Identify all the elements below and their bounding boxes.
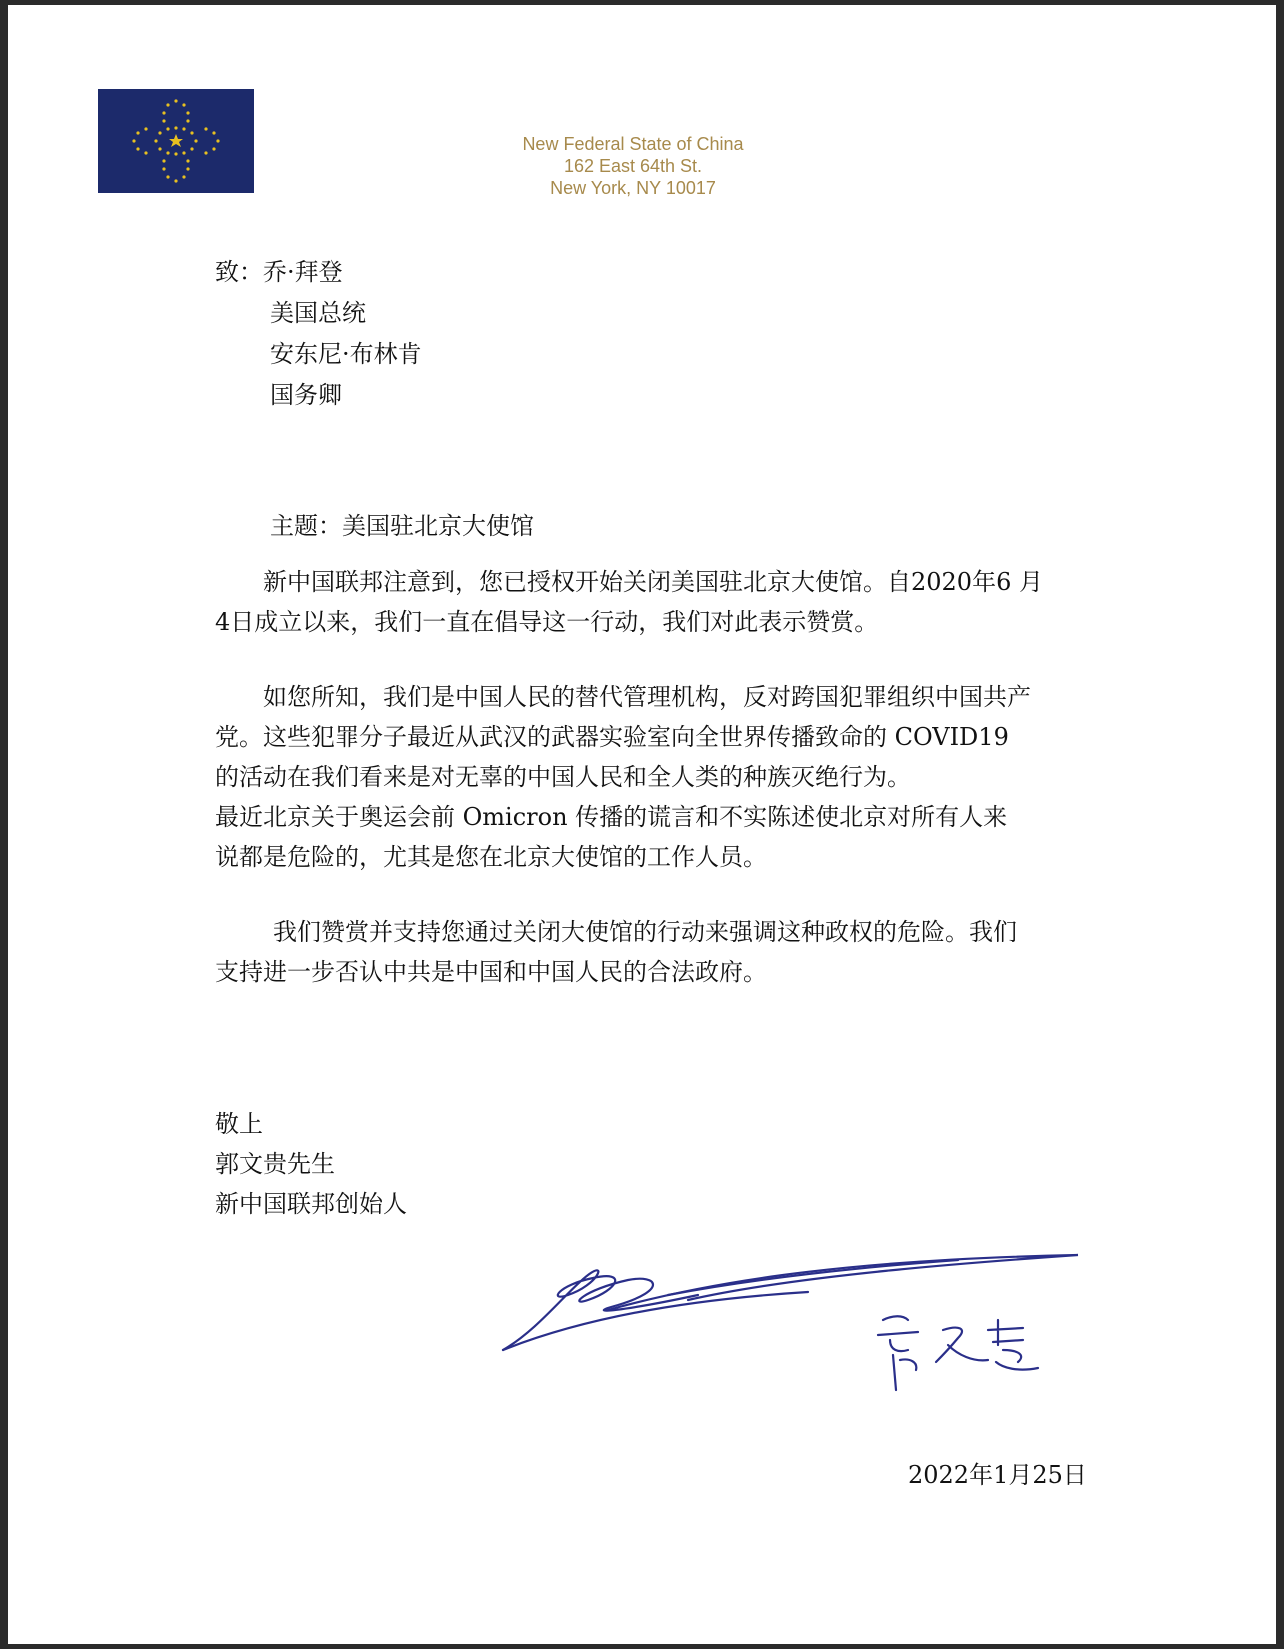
paragraph-line: 如您所知，我们是中国人民的替代管理机构，反对跨国犯罪组织中国共产 (263, 683, 1031, 711)
paragraph-line: 支持进一步否认中共是中国和中国人民的合法政府。 (215, 958, 767, 986)
body-paragraph-2 (215, 677, 1100, 877)
closing-block (215, 1104, 407, 1224)
paragraph-line: 党。这些犯罪分子最近从武汉的武器实验室向全世界传播致命的 COVID19 (215, 723, 1009, 751)
closing-salutation: 敬上 (215, 1110, 263, 1138)
body-paragraph-3 (215, 912, 1100, 992)
addressee-line1: 乔·拜登 (263, 258, 343, 286)
addressee-line2: 美国总统 (270, 299, 366, 327)
letter-page (8, 5, 1276, 1644)
letterhead-city: New York, NY 10017 (550, 178, 716, 198)
letter-date: 2022年1月25日 (908, 1461, 1087, 1489)
paragraph-line: 我们赞赏并支持您通过关闭大使馆的行动来强调这种政权的危险。我们 (273, 918, 1017, 946)
handwritten-signature-icon (498, 1250, 1138, 1430)
paragraph-line: 新中国联邦注意到，您已授权开始关闭美国驻北京大使馆。自2020年6 月 (263, 568, 1043, 596)
body-paragraph-1 (215, 562, 1100, 642)
subject-line: 主题：美国驻北京大使馆 (270, 512, 534, 540)
addressee-prefix: 致： (215, 258, 263, 286)
addressee-line3: 安东尼·布林肯 (270, 340, 422, 368)
addressee-block (215, 252, 422, 416)
paragraph-line: 的活动在我们看来是对无辜的中国人民和全人类的种族灭绝行为。 (215, 763, 911, 791)
closing-name: 郭文贵先生 (215, 1150, 335, 1178)
addressee-line4: 国务卿 (270, 381, 342, 409)
paragraph-line: 4日成立以来，我们一直在倡导这一行动，我们对此表示赞赏。 (215, 608, 879, 636)
paragraph-line: 最近北京关于奥运会前 Omicron 传播的谎言和不实陈述使北京对所有人来 (215, 803, 1008, 831)
new-federal-state-flag-icon (98, 89, 254, 193)
letterhead-street: 162 East 64th St. (563, 156, 703, 176)
letterhead-org: New Federal State of China (522, 134, 744, 154)
paragraph-line: 说都是危险的，尤其是您在北京大使馆的工作人员。 (215, 843, 767, 871)
closing-title: 新中国联邦创始人 (215, 1190, 407, 1218)
letterhead (478, 133, 788, 199)
